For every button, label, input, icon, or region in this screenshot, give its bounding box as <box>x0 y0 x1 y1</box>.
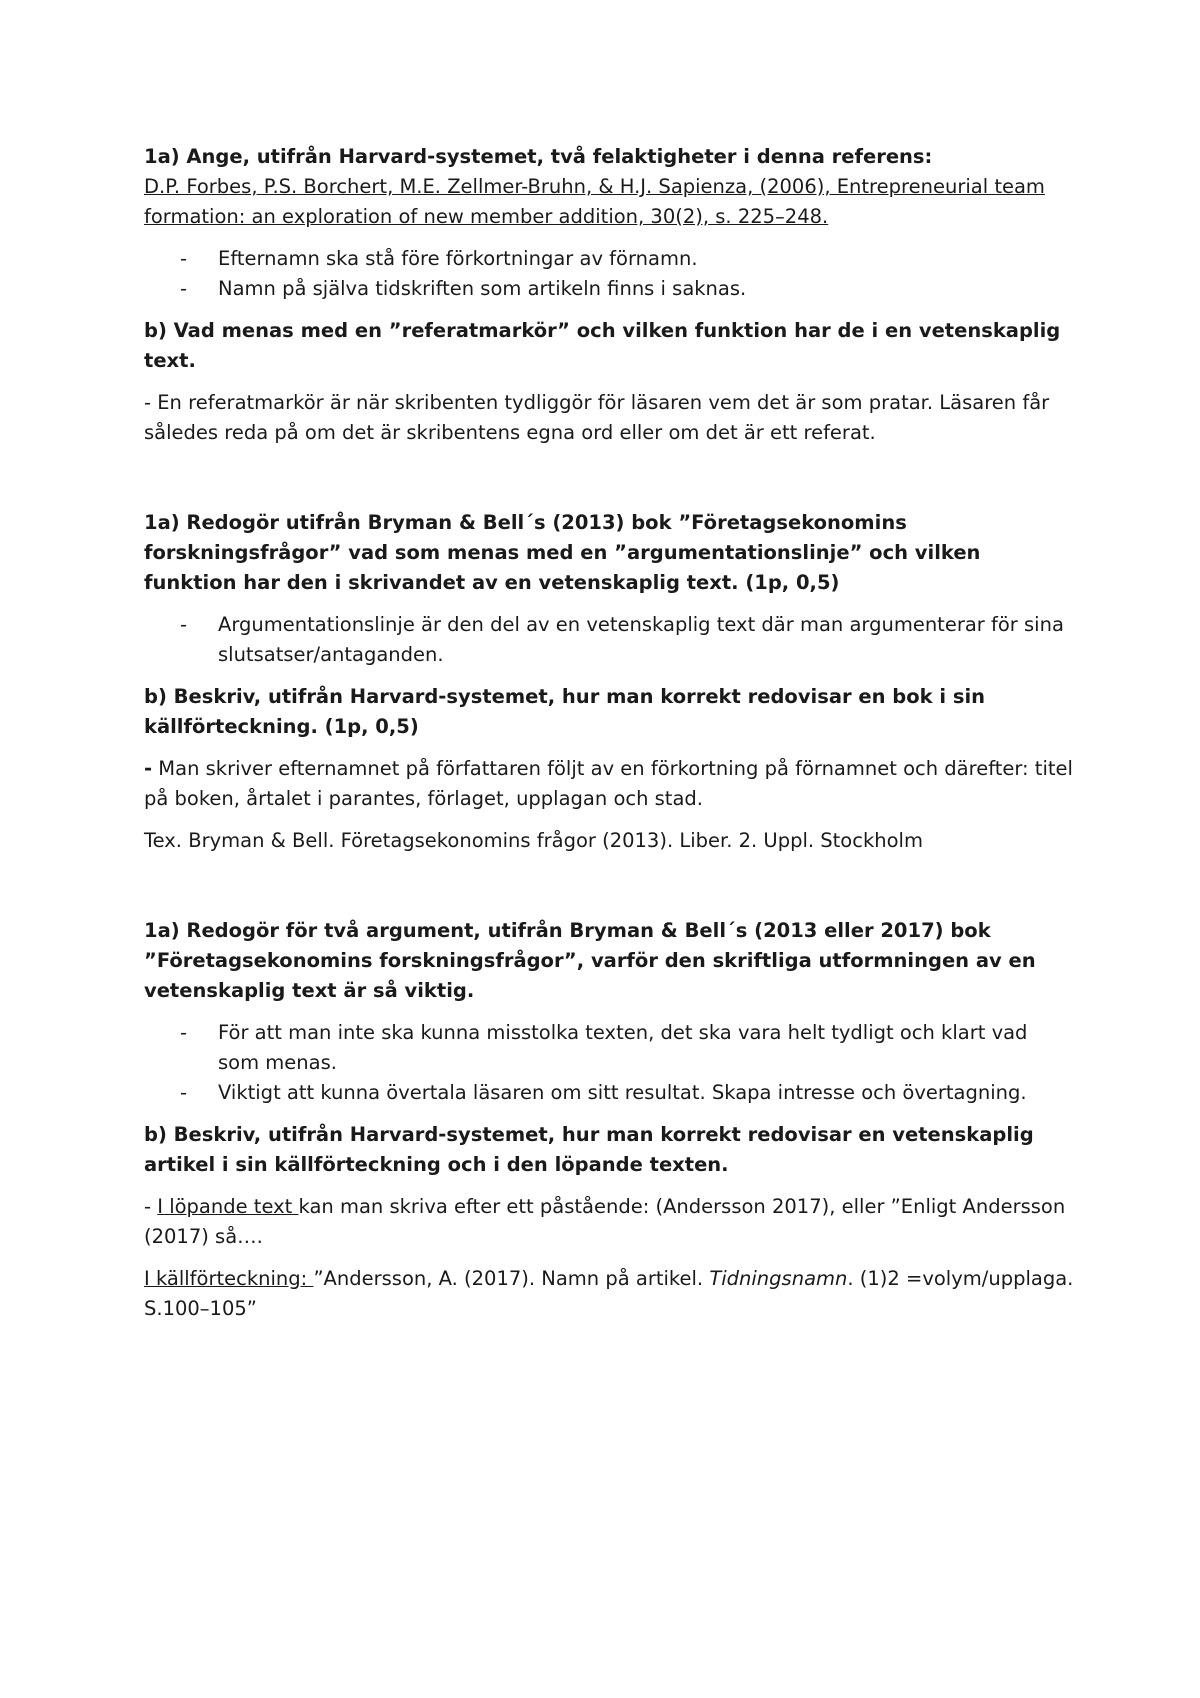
answer-list-1a <box>144 244 1074 304</box>
question-2a: 1a) Redogör utifrån Bryman & Bell´s (2013) bok ”Företagsekonomins forskningsfrågor” vad som menas med en ”argumentationslinje” och vilken funktion har den i skrivandet av en vetenskaplig text. (1p, 0,5) <box>144 511 981 594</box>
answer-3b-reference-list: I källförteckning: ”Andersson, A. (2017). Namn på artikel. Tidningsnamn. (1)2 =volym/upplaga. S.100–105” <box>144 1267 1074 1320</box>
list-item: - För att man inte ska kunna misstolka texten, det ska vara helt tydligt och klart vad som menas. <box>144 1018 1074 1078</box>
question-3a: 1a) Redogör för två argument, utifrån Bryman & Bell´s (2013 eller 2017) bok ”Företagsekonomins forskningsfrågor”, varför den skriftliga utformningen av en vetenskaplig text är så viktig. <box>144 919 1036 1002</box>
bullet-dash: - <box>180 1081 188 1104</box>
question-1a: 1a) Ange, utifrån Harvard-systemet, två felaktigheter i denna referens: <box>144 145 933 168</box>
bullet-dash: - <box>180 247 188 270</box>
answer-list-3a <box>144 1018 1074 1108</box>
bullet-dash: - <box>180 613 188 636</box>
section-2 <box>144 508 1074 856</box>
list-item: - Efternamn ska stå före förkortningar av förnamn. <box>144 244 1074 274</box>
question-2b: b) Beskriv, utifrån Harvard-systemet, hur man korrekt redovisar en bok i sin källförteckning. (1p, 0,5) <box>144 685 986 738</box>
answer-2b: - Man skriver efternamnet på författaren följt av en förkortning på förnamnet och därefter: titel på boken, årtalet i parantes, förlaget, upplagan och stad. <box>144 757 1073 810</box>
bullet-dash: - <box>180 277 188 300</box>
example-reference: Tex. Bryman & Bell. Företagsekonomins frågor (2013). Liber. 2. Uppl. Stockholm <box>144 829 923 852</box>
list-item: - Argumentationslinje är den del av en vetenskaplig text där man argumenterar för sina slutsatser/antaganden. <box>144 610 1074 670</box>
answer-list-2a <box>144 610 1074 670</box>
answer-1b: - En referatmarkör är när skribenten tydliggör för läsaren vem det är som pratar. Läsaren får således reda på om det är skribentens egna ord eller om det är ett referat. <box>144 391 1050 444</box>
list-item: - Viktigt att kunna övertala läsaren om sitt resultat. Skapa intresse och övertagning. <box>144 1078 1074 1108</box>
section-1 <box>144 142 1074 448</box>
reference-text: D.P. Forbes, P.S. Borchert, M.E. Zellmer-Bruhn, & H.J. Sapienza, (2006), Entrepreneurial team formation: an exploration of new member addition, 30(2), s. 225–248. <box>144 175 1045 228</box>
question-3b: b) Beskriv, utifrån Harvard-systemet, hur man korrekt redovisar en vetenskaplig artikel i sin källförteckning och i den löpande texten. <box>144 1123 1034 1176</box>
label-reference-list: I källförteckning: <box>144 1267 314 1290</box>
bullet-dash: - <box>180 1021 188 1044</box>
answer-dash: - <box>144 757 153 780</box>
journal-name: Tidningsnamn <box>709 1267 848 1290</box>
label-running-text: I löpande text <box>157 1195 299 1218</box>
section-3 <box>144 916 1074 1324</box>
document-page <box>144 142 1074 1324</box>
list-item: - Namn på själva tidskriften som artikeln finns i saknas. <box>144 274 1074 304</box>
answer-3b-running-text: - I löpande text kan man skriva efter ett påstående: (Andersson 2017), eller ”Enligt Andersson (2017) så…. <box>144 1195 1066 1248</box>
question-1b: b) Vad menas med en ”referatmarkör” och vilken funktion har de i en vetenskaplig text. <box>144 319 1061 372</box>
